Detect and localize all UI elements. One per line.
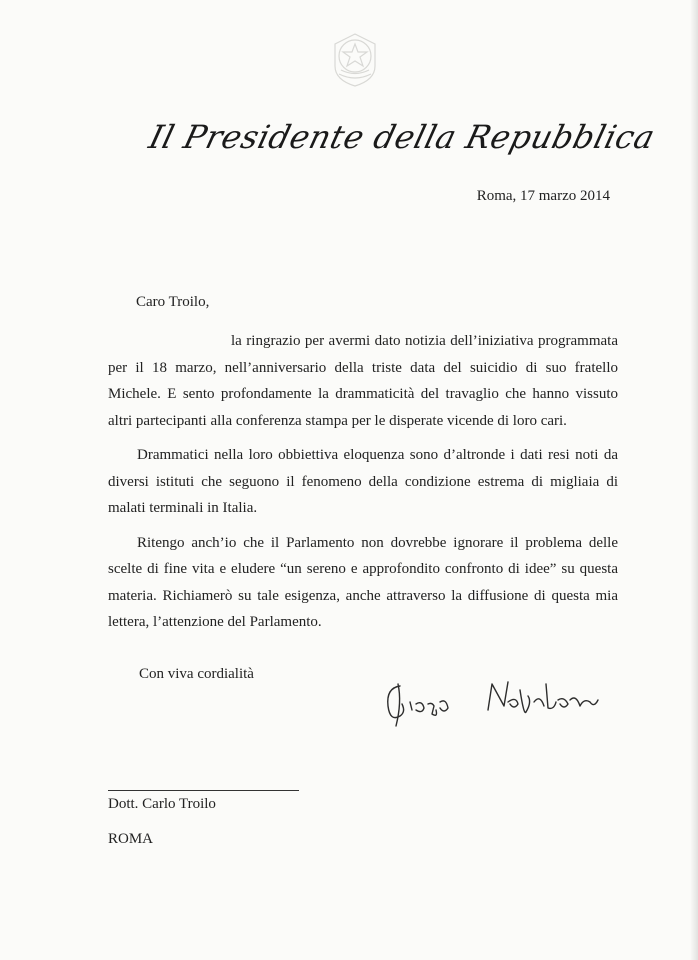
letter-date: Roma, 17 marzo 2014 (476, 188, 610, 204)
closing-line: Con viva cordialità (139, 666, 254, 682)
letterhead-title: Il Presidente della Repubblica (145, 118, 659, 156)
paragraph-1: la ringrazio per avermi dato notizia dell’iniziativa programmata per il 18 marzo, nell’anniversario della triste data del suicidio di suo fratello Michele. E sento profondamente la drammaticità del travaglio che hanno vissuto altri partecipanti alla conferenza stampa per le disperate vicende di loro cari. (108, 333, 618, 429)
page-edge-shadow (690, 0, 698, 960)
emblem-icon (329, 30, 381, 88)
recipient-underline (108, 790, 299, 791)
letter-body (108, 328, 618, 644)
handwritten-signature (378, 672, 610, 732)
recipient-name: Dott. Carlo Troilo (108, 796, 216, 812)
recipient-city: ROMA (108, 831, 154, 847)
paragraph-2: Drammatici nella loro obbiettiva eloquenza sono d’altronde i dati resi noti da diversi istituti che seguono il fenomeno della condizione estrema di migliaia di malati terminali in Italia. (108, 447, 618, 516)
paragraph-3: Ritengo anch’io che il Parlamento non dovrebbe ignorare il problema delle scelte di fine vita e eludere “un sereno e approfondito confronto di idee” su questa materia. Richiamerò su tale esigenza, anche attraverso la diffusione di questa mia lettera, l’attenzione del Parlamento. (108, 534, 618, 630)
salutation: Caro Troilo, (136, 294, 210, 310)
